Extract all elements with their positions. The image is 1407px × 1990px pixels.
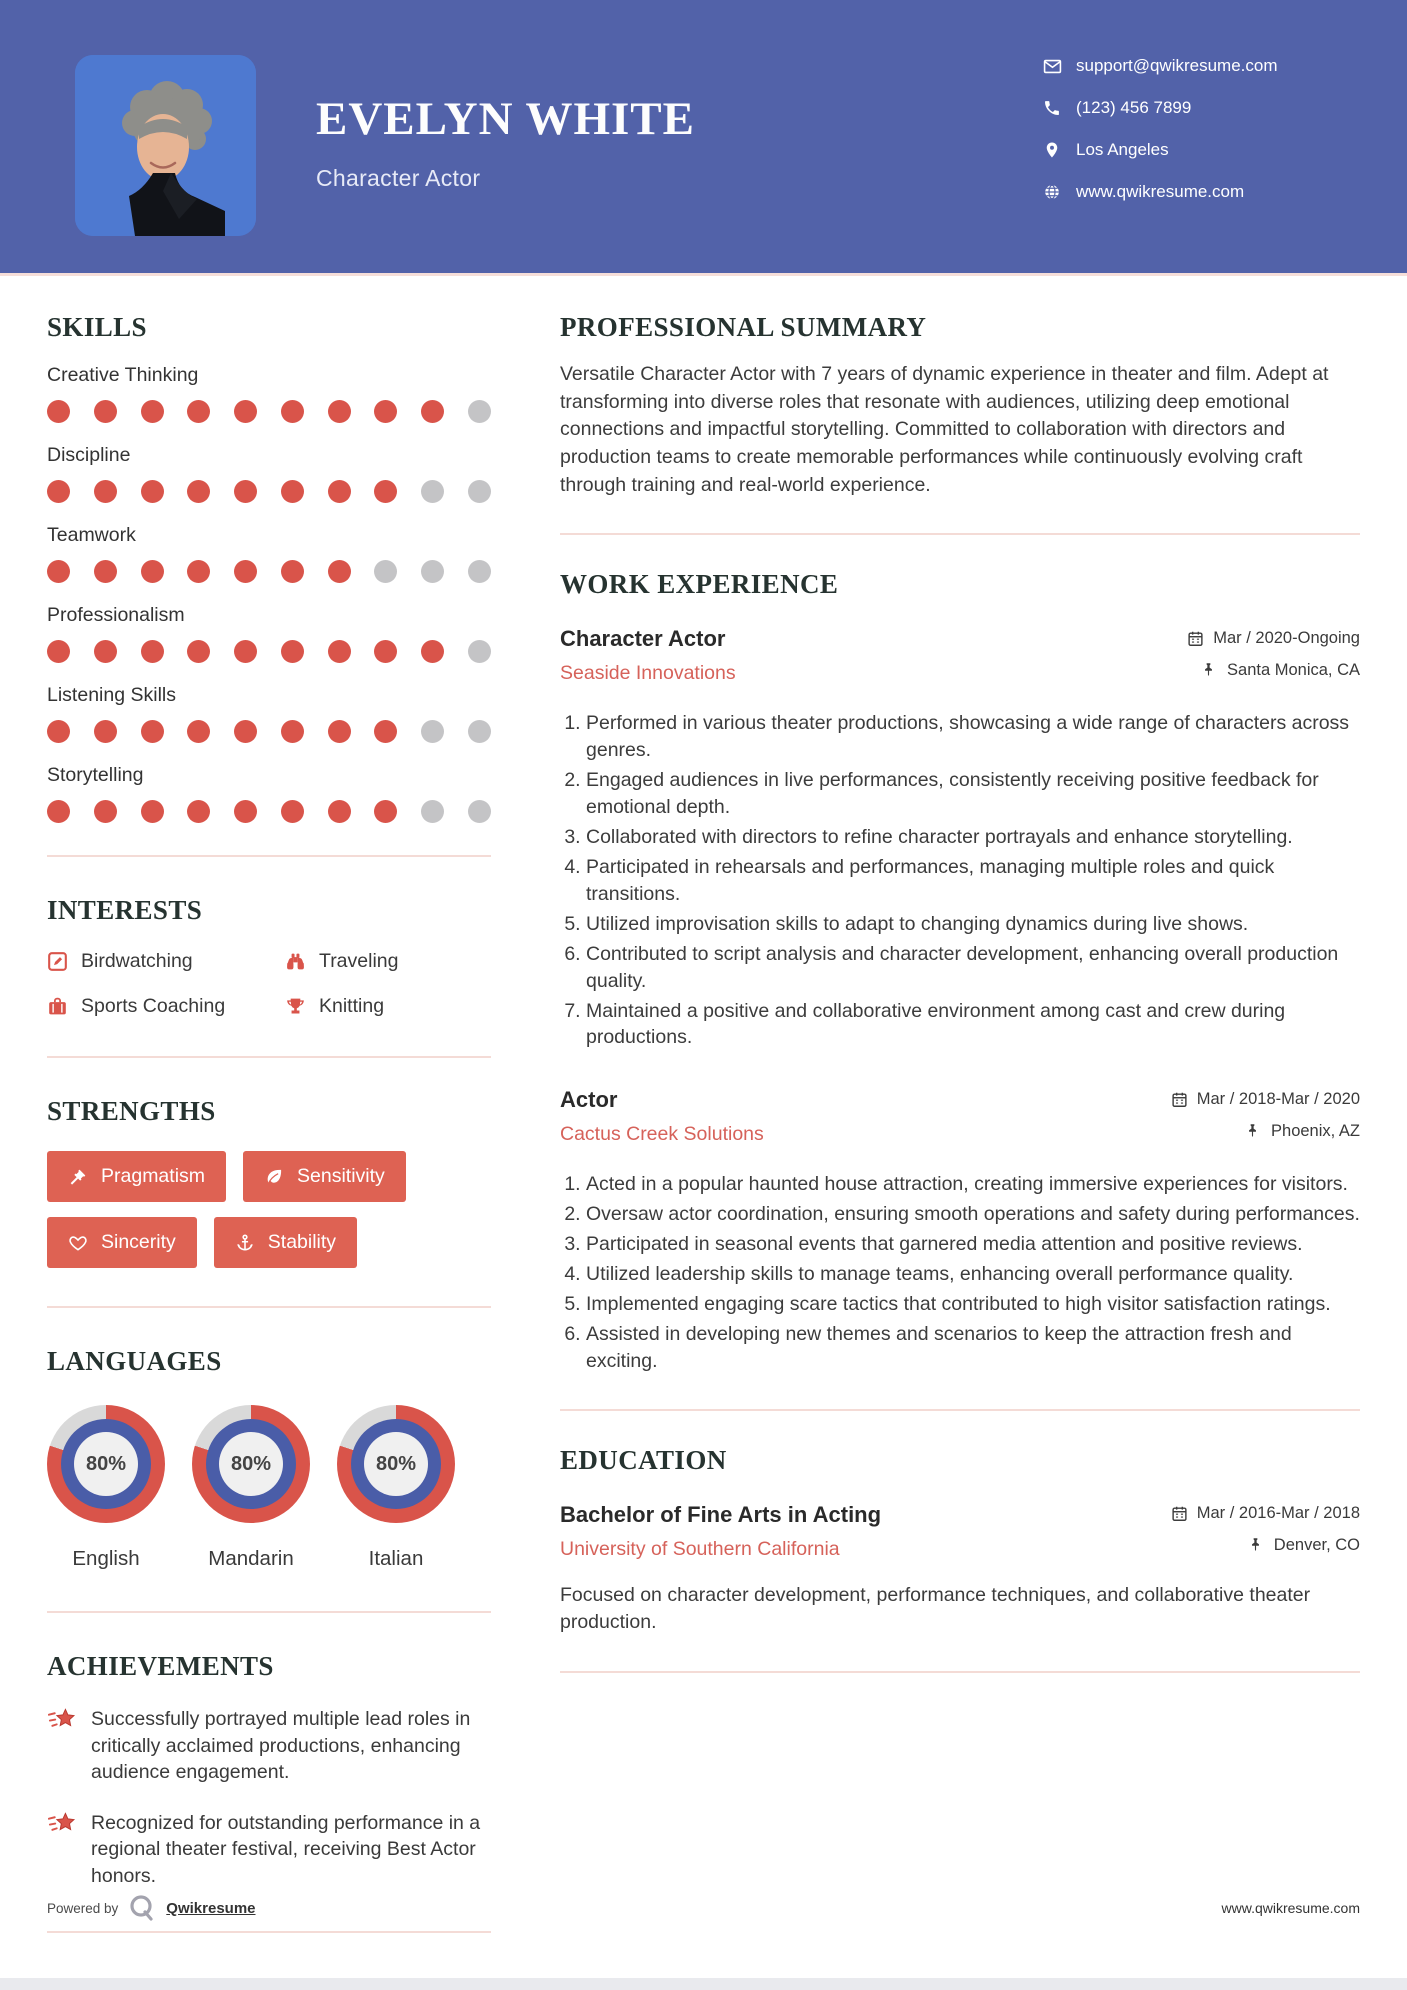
interests-section bbox=[47, 895, 491, 1058]
footer-branding bbox=[47, 1893, 256, 1923]
interests-heading: INTERESTS bbox=[47, 895, 203, 925]
education-section bbox=[560, 1445, 1360, 1637]
contact-email[interactable] bbox=[1043, 52, 1278, 80]
strength-label: Pragmatism bbox=[101, 1165, 206, 1187]
summary-section bbox=[560, 312, 1360, 499]
skill-dot bbox=[234, 480, 257, 503]
languages-section bbox=[47, 1346, 491, 1613]
skill-dot bbox=[421, 720, 444, 743]
job-dates: Mar / 2020-Ongoing bbox=[1213, 628, 1360, 647]
language-donut-chart bbox=[47, 1405, 165, 1523]
header-banner bbox=[0, 0, 1407, 273]
job-location: Phoenix, AZ bbox=[1271, 1121, 1360, 1140]
job-title-block bbox=[560, 1087, 764, 1146]
skill-dot bbox=[421, 480, 444, 503]
language-item bbox=[47, 1405, 165, 1571]
job-company: Cactus Creek Solutions bbox=[560, 1123, 764, 1146]
contact-website-text: www.qwikresume.com bbox=[1076, 182, 1245, 201]
interests-grid bbox=[47, 950, 491, 1018]
achievement-text: Successfully portrayed multiple lead roles in critically acclaimed productions, enhancing audience engagement. bbox=[91, 1708, 471, 1784]
skill-dot bbox=[234, 400, 257, 423]
language-percent: 80% bbox=[85, 1452, 127, 1475]
job-duty: 1. Performed in various theater productions, showcasing a wide range of characters across genres. bbox=[586, 710, 1360, 764]
skill-dot bbox=[234, 800, 257, 823]
skill-dot bbox=[281, 480, 304, 503]
skill-dot bbox=[281, 560, 304, 583]
job-duty-list bbox=[560, 710, 1360, 1051]
skill-dot bbox=[328, 560, 351, 583]
profile-photo bbox=[75, 55, 256, 236]
skill-dot bbox=[468, 480, 491, 503]
skill-dot bbox=[374, 560, 397, 583]
education-meta bbox=[1171, 1502, 1360, 1566]
skill-dot bbox=[141, 640, 164, 663]
skill-dot bbox=[468, 560, 491, 583]
skill-rating bbox=[47, 640, 491, 663]
job-header bbox=[560, 1087, 1360, 1151]
language-percent: 80% bbox=[375, 1452, 417, 1475]
language-item bbox=[192, 1405, 310, 1571]
skill-dot bbox=[47, 800, 70, 823]
strengths-section bbox=[47, 1096, 491, 1308]
job-duty: 6. Assisted in developing new themes and scenarios to keep the attraction fresh and exciting. bbox=[586, 1321, 1360, 1375]
skill-dot bbox=[281, 400, 304, 423]
skill-dot bbox=[47, 720, 70, 743]
profile-photo-illustration bbox=[75, 55, 256, 236]
language-charts bbox=[47, 1405, 491, 1571]
strength-badges bbox=[47, 1151, 457, 1268]
summary-heading: PROFESSIONAL SUMMARY bbox=[560, 312, 927, 342]
powered-by-label: Powered by bbox=[47, 1900, 119, 1916]
pushpin-icon bbox=[1245, 1123, 1262, 1140]
interest-label: Sports Coaching bbox=[81, 995, 226, 1017]
strength-badge bbox=[214, 1217, 357, 1268]
skill-dot bbox=[94, 640, 117, 663]
skill-dot bbox=[328, 480, 351, 503]
skill-dot bbox=[421, 400, 444, 423]
language-name: Italian bbox=[368, 1547, 424, 1570]
job-duty: 3. Collaborated with directors to refine character portrayals and enhance storytelling. bbox=[586, 824, 1360, 851]
achievement-text: Recognized for outstanding performance in a regional theater festival, receiving Best Actor honors. bbox=[91, 1811, 481, 1887]
languages-heading: LANGUAGES bbox=[47, 1346, 222, 1376]
skill-dot bbox=[468, 800, 491, 823]
education-dates: Mar / 2016-Mar / 2018 bbox=[1196, 1504, 1360, 1523]
language-donut-chart bbox=[337, 1405, 455, 1523]
job-company: Seaside Innovations bbox=[560, 662, 736, 685]
skill-dot bbox=[234, 640, 257, 663]
education-description: Focused on character development, performance techniques, and collaborative theater production. bbox=[560, 1583, 1311, 1634]
strength-badge bbox=[47, 1217, 197, 1268]
section-divider bbox=[560, 1671, 1360, 1673]
skill-rating bbox=[47, 400, 491, 423]
donut-center bbox=[74, 1432, 138, 1496]
main-column bbox=[560, 312, 1360, 1707]
experience-section bbox=[560, 569, 1360, 1374]
skill-dot bbox=[328, 400, 351, 423]
contact-email-text: support@qwikresume.com bbox=[1076, 56, 1278, 75]
skill-dot bbox=[47, 640, 70, 663]
job-location-row bbox=[1171, 1119, 1360, 1143]
skill-dot bbox=[421, 800, 444, 823]
skill-dot bbox=[328, 800, 351, 823]
qwikresume-logo-icon bbox=[127, 1893, 157, 1923]
section-divider bbox=[560, 1409, 1360, 1411]
skill-dot bbox=[187, 560, 210, 583]
skill-dot bbox=[374, 800, 397, 823]
interest-item bbox=[285, 995, 491, 1018]
interest-label: Traveling bbox=[319, 950, 399, 972]
skill-dot bbox=[374, 480, 397, 503]
skill-dot bbox=[328, 640, 351, 663]
qwikresume-brand-link[interactable]: Qwikresume bbox=[166, 1899, 256, 1917]
globe-icon bbox=[1043, 183, 1062, 202]
strength-label: Sensitivity bbox=[297, 1165, 385, 1187]
job-duty-list bbox=[560, 1171, 1360, 1374]
shooting-star-icon bbox=[47, 1708, 78, 1739]
skills-section bbox=[47, 312, 491, 857]
skill-name: Teamwork bbox=[47, 524, 136, 546]
language-name: Mandarin bbox=[208, 1547, 294, 1570]
section-divider bbox=[47, 1056, 491, 1058]
trophy-icon bbox=[285, 996, 306, 1017]
experience-heading: WORK EXPERIENCE bbox=[560, 569, 839, 600]
skill-dot bbox=[94, 400, 117, 423]
skill-dot bbox=[374, 400, 397, 423]
education-title-block bbox=[560, 1502, 881, 1561]
strengths-heading: STRENGTHS bbox=[47, 1096, 216, 1126]
skill-name: Storytelling bbox=[47, 764, 144, 786]
skill-dot bbox=[187, 800, 210, 823]
skill-rating bbox=[47, 480, 491, 503]
skill-dot bbox=[468, 720, 491, 743]
job-duty: 3. Participated in seasonal events that garnered media attention and positive reviews. bbox=[586, 1231, 1360, 1258]
job-entry bbox=[560, 626, 1360, 1051]
job-dates-row bbox=[1187, 626, 1360, 650]
contact-list bbox=[1043, 52, 1278, 220]
page-bottom-strip bbox=[0, 1978, 1407, 1990]
skill-dot bbox=[421, 560, 444, 583]
language-percent: 80% bbox=[230, 1452, 272, 1475]
skill-dot bbox=[468, 400, 491, 423]
skill-dot bbox=[47, 480, 70, 503]
skill-dot bbox=[328, 720, 351, 743]
achievement-item bbox=[47, 1706, 491, 1786]
skill-dot bbox=[281, 720, 304, 743]
donut-center bbox=[364, 1432, 428, 1496]
job-meta bbox=[1171, 1087, 1360, 1151]
interest-item bbox=[285, 950, 491, 973]
skill-dot bbox=[234, 720, 257, 743]
job-dates-row bbox=[1171, 1087, 1360, 1111]
donut-center bbox=[219, 1432, 283, 1496]
job-dates: Mar / 2018-Mar / 2020 bbox=[1196, 1089, 1360, 1108]
skill-rating bbox=[47, 800, 491, 823]
interest-label: Knitting bbox=[319, 995, 385, 1017]
job-duty: 1. Acted in a popular haunted house attraction, creating immersive experiences for visitors. bbox=[586, 1171, 1360, 1198]
contact-website[interactable] bbox=[1043, 178, 1278, 206]
calendar-icon bbox=[1187, 630, 1204, 647]
job-duty: 7. Maintained a positive and collaborative environment among cast and crew during productions. bbox=[586, 998, 1360, 1052]
education-degree: Bachelor of Fine Arts in Acting bbox=[560, 1501, 882, 1527]
job-duty: 4. Participated in rehearsals and performances, managing multiple roles and quick transitions. bbox=[586, 854, 1360, 908]
achievements-heading: ACHIEVEMENTS bbox=[47, 1651, 274, 1681]
education-school: University of Southern California bbox=[560, 1537, 840, 1560]
skill-name: Discipline bbox=[47, 444, 131, 466]
achievements-section bbox=[47, 1651, 491, 1933]
section-divider bbox=[47, 1611, 491, 1613]
anchor-icon bbox=[235, 1233, 255, 1253]
contact-phone-text: (123) 456 7899 bbox=[1076, 98, 1192, 117]
job-duty: 5. Utilized improvisation skills to adapt to changing dynamics during live shows. bbox=[586, 911, 1360, 938]
skill-dot bbox=[47, 560, 70, 583]
job-header bbox=[560, 626, 1360, 690]
section-divider bbox=[560, 533, 1360, 535]
heart-icon bbox=[68, 1233, 88, 1253]
contact-location-text: Los Angeles bbox=[1076, 140, 1169, 159]
language-name: English bbox=[72, 1547, 140, 1570]
job-title: Actor bbox=[560, 1087, 618, 1113]
pushpin-icon bbox=[1201, 662, 1218, 679]
strength-label: Stability bbox=[267, 1231, 337, 1253]
interest-item bbox=[47, 995, 285, 1018]
calendar-icon bbox=[1171, 1091, 1188, 1108]
donut-inner-ring bbox=[206, 1419, 296, 1509]
skill-dot bbox=[187, 720, 210, 743]
education-location: Denver, CO bbox=[1273, 1536, 1360, 1555]
education-entry bbox=[560, 1502, 1360, 1637]
job-duty: 5. Implemented engaging scare tactics that contributed to high visitor satisfaction ratings. bbox=[586, 1291, 1360, 1318]
skill-dot bbox=[187, 640, 210, 663]
skill-dot bbox=[468, 640, 491, 663]
section-divider bbox=[47, 1306, 491, 1308]
job-title: Character Actor bbox=[560, 626, 726, 652]
skill-dot bbox=[141, 720, 164, 743]
skill-dot bbox=[234, 560, 257, 583]
job-duty: 4. Utilized leadership skills to manage teams, enhancing overall performance quality. bbox=[586, 1261, 1360, 1288]
job-entry bbox=[560, 1087, 1360, 1374]
skill-dot bbox=[141, 800, 164, 823]
skill-dot bbox=[374, 640, 397, 663]
job-location: Santa Monica, CA bbox=[1227, 660, 1360, 679]
contact-phone[interactable] bbox=[1043, 94, 1278, 122]
person-name: EVELYN WHITE bbox=[316, 93, 696, 145]
skill-rating bbox=[47, 560, 491, 583]
skill-dot bbox=[141, 560, 164, 583]
job-duty: 2. Oversaw actor coordination, ensuring smooth operations and safety during performances. bbox=[586, 1201, 1360, 1228]
education-location-row bbox=[1171, 1534, 1360, 1558]
skill-name: Creative Thinking bbox=[47, 364, 199, 386]
skill-dot bbox=[187, 400, 210, 423]
briefcase-icon bbox=[47, 996, 68, 1017]
skill-dot bbox=[141, 400, 164, 423]
education-header bbox=[560, 1502, 1360, 1566]
job-duty: 2. Engaged audiences in live performances, consistently receiving positive feedback for emotional depth. bbox=[586, 767, 1360, 821]
skill-name: Listening Skills bbox=[47, 684, 176, 706]
job-duty: 6. Contributed to script analysis and character development, enhancing overall production quality. bbox=[586, 941, 1360, 995]
skill-dot bbox=[94, 560, 117, 583]
skills-heading: SKILLS bbox=[47, 312, 147, 342]
interest-item bbox=[47, 950, 285, 973]
achievement-item bbox=[47, 1810, 491, 1890]
gavel-icon bbox=[68, 1167, 88, 1187]
skill-dot bbox=[94, 480, 117, 503]
skill-dot bbox=[281, 800, 304, 823]
contact-location bbox=[1043, 136, 1278, 164]
education-dates-row bbox=[1171, 1502, 1360, 1526]
skill-dot bbox=[421, 640, 444, 663]
calendar-icon bbox=[1171, 1505, 1188, 1522]
interest-label: Birdwatching bbox=[81, 950, 193, 972]
pushpin-icon bbox=[1248, 1537, 1265, 1554]
footer-website-link[interactable]: www.qwikresume.com bbox=[1221, 1900, 1360, 1916]
skill-dot bbox=[47, 400, 70, 423]
strength-badge bbox=[243, 1151, 406, 1202]
location-icon bbox=[1043, 141, 1062, 160]
skill-dot bbox=[187, 480, 210, 503]
job-title-block bbox=[560, 626, 736, 685]
job-location-row bbox=[1187, 658, 1360, 682]
sidebar-column bbox=[47, 312, 491, 1933]
strength-label: Sincerity bbox=[101, 1231, 176, 1253]
skill-dot bbox=[94, 720, 117, 743]
summary-text: Versatile Character Actor with 7 years of dynamic experience in theater and film. Adept at transforming into diverse roles that resonate with audiences, utilizing deep emotional connections and impactful storytelling. Committed to collaboration with directors and production teams to create memorable performances while continuously evolving craft through training and real-world experience. bbox=[560, 363, 1329, 496]
pen-square-icon bbox=[47, 951, 68, 972]
person-job-title: Character Actor bbox=[316, 165, 481, 191]
email-icon bbox=[1043, 57, 1062, 76]
donut-inner-ring bbox=[61, 1419, 151, 1509]
header-divider bbox=[0, 273, 1407, 276]
leaf-icon bbox=[264, 1167, 284, 1187]
job-meta bbox=[1187, 626, 1360, 690]
education-heading: EDUCATION bbox=[560, 1444, 727, 1475]
language-donut-chart bbox=[192, 1405, 310, 1523]
language-item bbox=[337, 1405, 455, 1571]
skill-dot bbox=[94, 800, 117, 823]
skill-dot bbox=[281, 640, 304, 663]
shooting-star-icon bbox=[47, 1812, 78, 1843]
section-divider bbox=[47, 1931, 491, 1933]
skill-name: Professionalism bbox=[47, 604, 185, 626]
binoculars-icon bbox=[285, 951, 306, 972]
section-divider bbox=[47, 855, 491, 857]
skill-dot bbox=[374, 720, 397, 743]
strength-badge bbox=[47, 1151, 226, 1202]
skill-dot bbox=[141, 480, 164, 503]
phone-icon bbox=[1043, 99, 1062, 118]
skill-rating bbox=[47, 720, 491, 743]
donut-inner-ring bbox=[351, 1419, 441, 1509]
